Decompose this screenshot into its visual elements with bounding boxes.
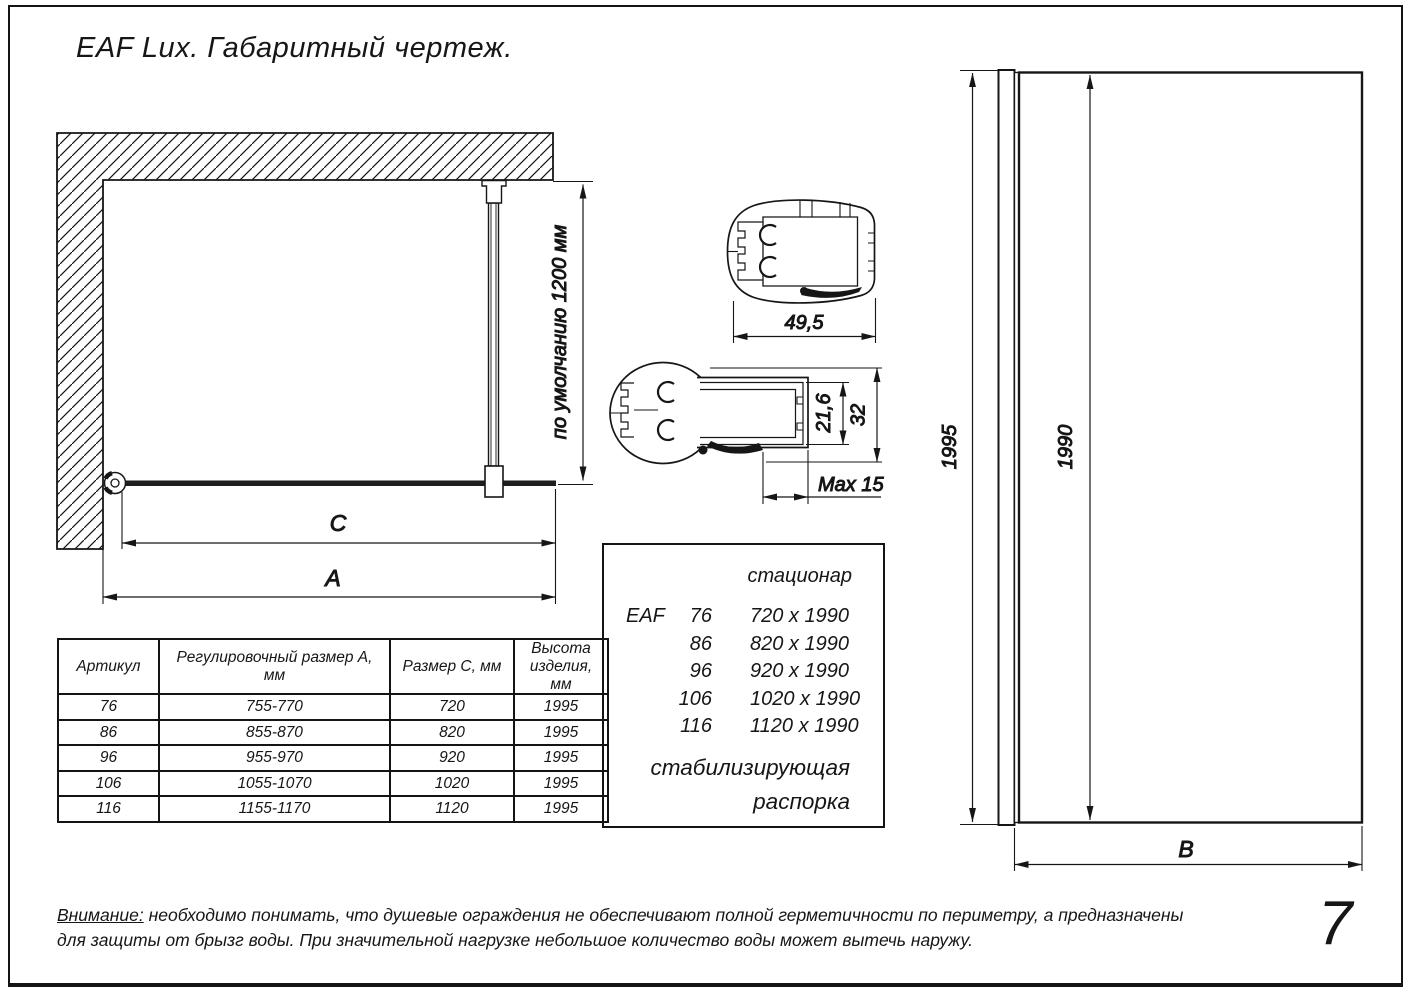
model-size: 1120 x 1990 (750, 715, 859, 737)
cell-size-a: 855-870 (159, 720, 390, 746)
model-box (602, 543, 885, 828)
spec-table-row (58, 720, 608, 746)
cell-size-a: 1155-1170 (159, 796, 390, 822)
page-number: 7 (1318, 889, 1353, 958)
gasket-seal (699, 446, 708, 455)
spec-header-article: Артикул (58, 639, 159, 694)
cell-height: 1995 (514, 720, 608, 746)
spec-header-height: Высота изделия, мм (514, 639, 608, 694)
model-row (604, 605, 883, 632)
cell-size-c: 1020 (390, 771, 514, 797)
cell-article: 106 (58, 771, 159, 797)
warning-prefix: Внимание: (57, 905, 144, 925)
model-size: 720 x 1990 (750, 605, 849, 627)
dimension-c-label: C (329, 510, 347, 536)
bar-wall-bracket (482, 181, 506, 204)
glass-height-dimension-label: 1990 (1055, 424, 1077, 470)
profile-outer-height-label: 32 (847, 403, 870, 427)
model-row (604, 633, 883, 660)
cell-article: 96 (58, 745, 159, 771)
spec-header-size-a: Регулировочный размер А, мм (159, 639, 390, 694)
profile-detail-bottom (610, 363, 884, 505)
side-view (939, 70, 1362, 871)
model-size: 820 x 1990 (750, 632, 849, 655)
bar-glass-bracket (485, 466, 503, 497)
cell-size-c: 920 (390, 745, 514, 771)
drawing-title: EAF Lux. Габаритный чертеж. (76, 32, 513, 64)
stabilizing-bar (489, 203, 499, 466)
warning-note-line1 (57, 903, 1267, 928)
cell-size-a: 755-770 (159, 694, 390, 720)
cell-height: 1995 (514, 694, 608, 720)
spec-table-row (58, 694, 608, 720)
warning-note (57, 903, 1267, 953)
profile-detail-top (728, 200, 876, 343)
wall-hatch (57, 133, 553, 549)
warning-text: необходимо понимать, что душевые ограждения не обеспечивают полной герметичности по периметру, а предназначены (143, 905, 1184, 925)
profile-width-dimension-label: 49,5 (784, 312, 824, 334)
wall-profile-elevation (999, 70, 1015, 825)
cell-height: 1995 (514, 745, 608, 771)
warning-note-line2: для защиты от брызг воды. При значительной нагрузке небольшое количество воды может вытечь наружу. (57, 930, 973, 950)
model-box-footer-line1: стабилизирующая (650, 755, 850, 780)
model-size: 1020 x 1990 (750, 687, 861, 710)
dimension-b-label: B (1178, 836, 1194, 862)
cell-size-c: 1120 (390, 796, 514, 822)
plan-view (57, 133, 593, 604)
cell-article: 86 (58, 720, 159, 746)
spec-table-header-row (58, 639, 608, 694)
profile-inner-height-label: 21,6 (813, 393, 835, 433)
model-code: 106 (678, 687, 712, 710)
spec-table-row (58, 745, 608, 771)
model-code: 96 (689, 660, 712, 682)
model-code: 116 (680, 715, 712, 737)
cell-size-c: 720 (390, 694, 514, 720)
total-height-dimension-label: 1995 (939, 424, 961, 470)
spec-header-size-c: Размер С, мм (390, 639, 514, 694)
spec-table (57, 638, 609, 823)
spec-table-row (58, 796, 608, 822)
dimension-a-label: A (325, 565, 341, 591)
cell-height: 1995 (514, 771, 608, 797)
cell-size-a: 955-970 (159, 745, 390, 771)
cell-size-c: 820 (390, 720, 514, 746)
cell-article: 76 (58, 694, 159, 720)
spec-table-row (58, 771, 608, 797)
model-code: 76 (689, 605, 712, 627)
cell-article: 116 (58, 796, 159, 822)
bar-length-dimension-label: по умолчанию 1200 мм (549, 224, 571, 440)
model-row (604, 688, 883, 715)
model-box-footer-line2: распорка (753, 789, 850, 814)
cell-height: 1995 (514, 796, 608, 822)
cell-size-a: 1055-1070 (159, 771, 390, 797)
model-code: 86 (689, 632, 712, 655)
model-box-header: стационар (747, 565, 852, 587)
model-row (604, 715, 883, 742)
series-label: EAF (626, 605, 665, 627)
model-size: 920 x 1990 (750, 660, 849, 682)
max-insert-dimension-label: Max 15 (818, 474, 884, 496)
model-row (604, 660, 883, 687)
